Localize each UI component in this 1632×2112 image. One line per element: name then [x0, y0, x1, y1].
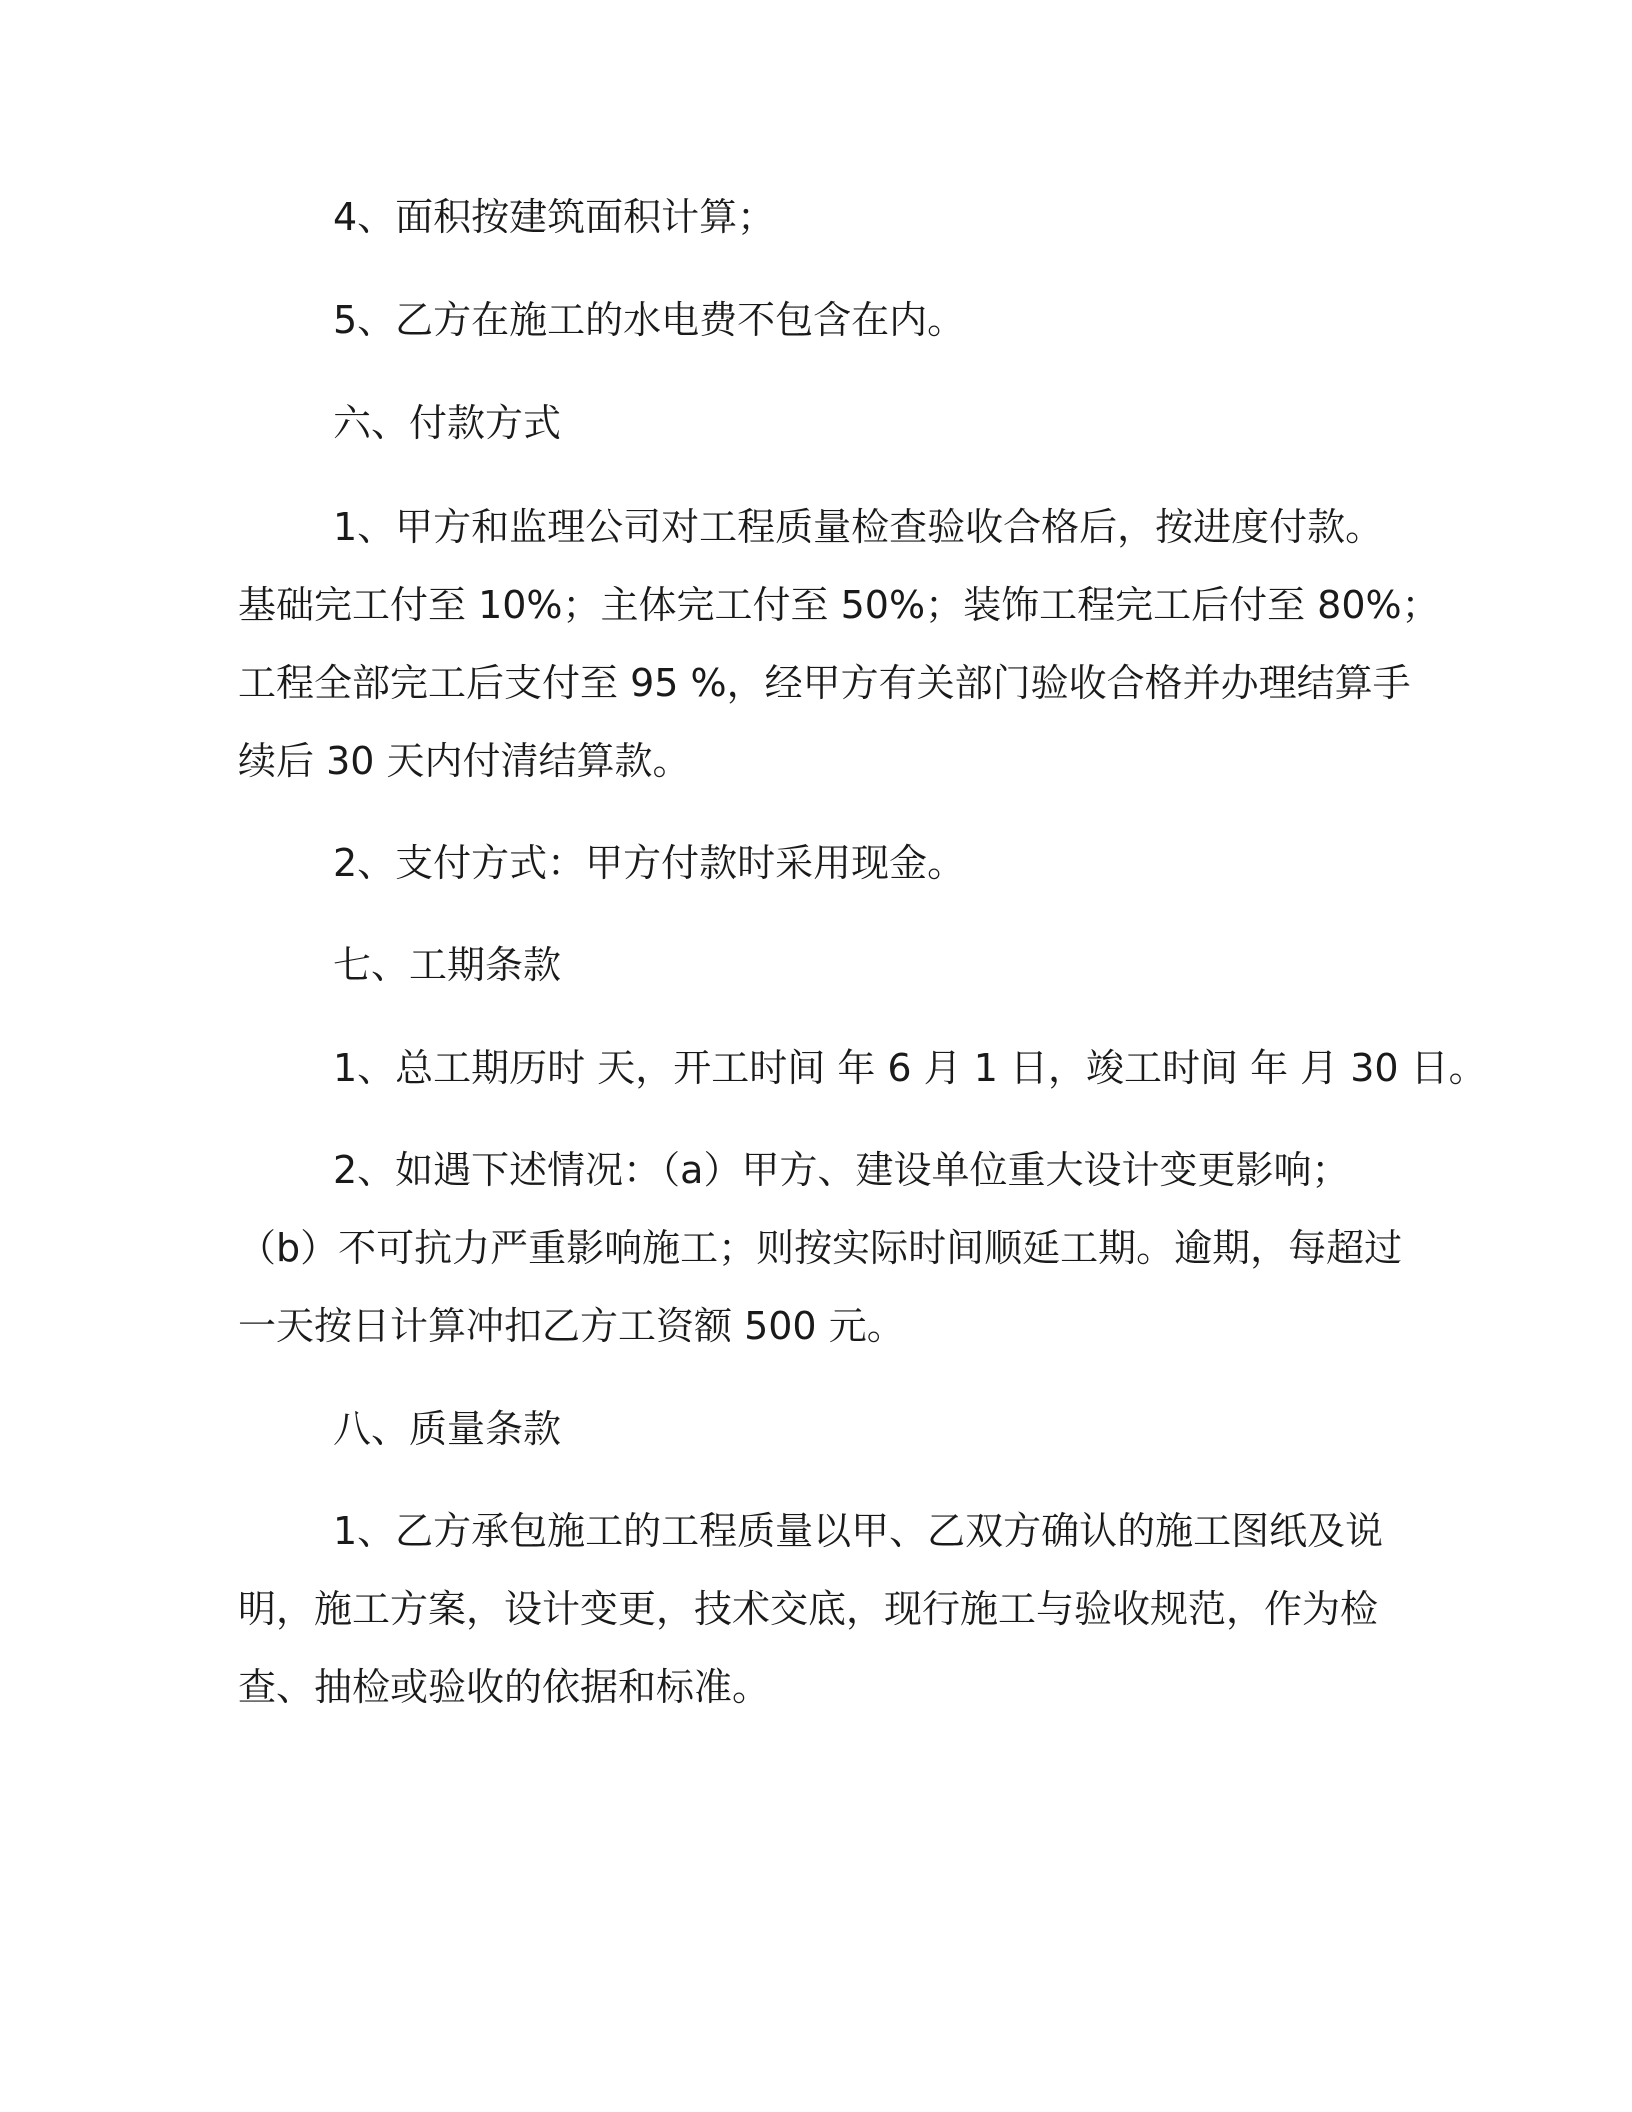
list-item: 2、支付方式：甲方付款时采用现金。 [333, 841, 966, 885]
paragraph-line: 续后 30 天内付清结算款。 [238, 739, 691, 783]
section-heading: 七、工期条款 [333, 943, 562, 987]
section-heading: 六、付款方式 [333, 401, 562, 445]
paragraph-line: 查、抽检或验收的依据和标准。 [238, 1665, 771, 1709]
paragraph-line: 2、如遇下述情况：（a）甲方、建设单位重大设计变更影响； [333, 1148, 1350, 1192]
paragraph-line: 一天按日计算冲扣乙方工资额 500 元。 [238, 1304, 905, 1348]
paragraph-line: 工程全部完工后支付至 95 %，经甲方有关部门验收合格并办理结算手 [238, 661, 1411, 705]
paragraph-line: （b）不可抗力严重影响施工；则按实际时间顺延工期。逾期，每超过 [238, 1226, 1403, 1270]
list-item: 5、乙方在施工的水电费不包含在内。 [333, 298, 966, 342]
paragraph-line: 基础完工付至 10%；主体完工付至 50%；装饰工程完工后付至 80%； [238, 583, 1440, 627]
section-heading: 八、质量条款 [333, 1407, 562, 1451]
list-item: 1、总工期历时 天，开工时间 年 6 月 1 日，竣工时间 年 月 30 日。 [333, 1046, 1487, 1090]
paragraph-line: 1、乙方承包施工的工程质量以甲、乙双方确认的施工图纸及说 [333, 1509, 1384, 1553]
paragraph-line: 明，施工方案，设计变更，技术交底，现行施工与验收规范，作为检 [238, 1587, 1379, 1631]
paragraph-line: 1、甲方和监理公司对工程质量检查验收合格后，按进度付款。 [333, 505, 1384, 549]
list-item: 4、面积按建筑面积计算； [333, 195, 776, 239]
